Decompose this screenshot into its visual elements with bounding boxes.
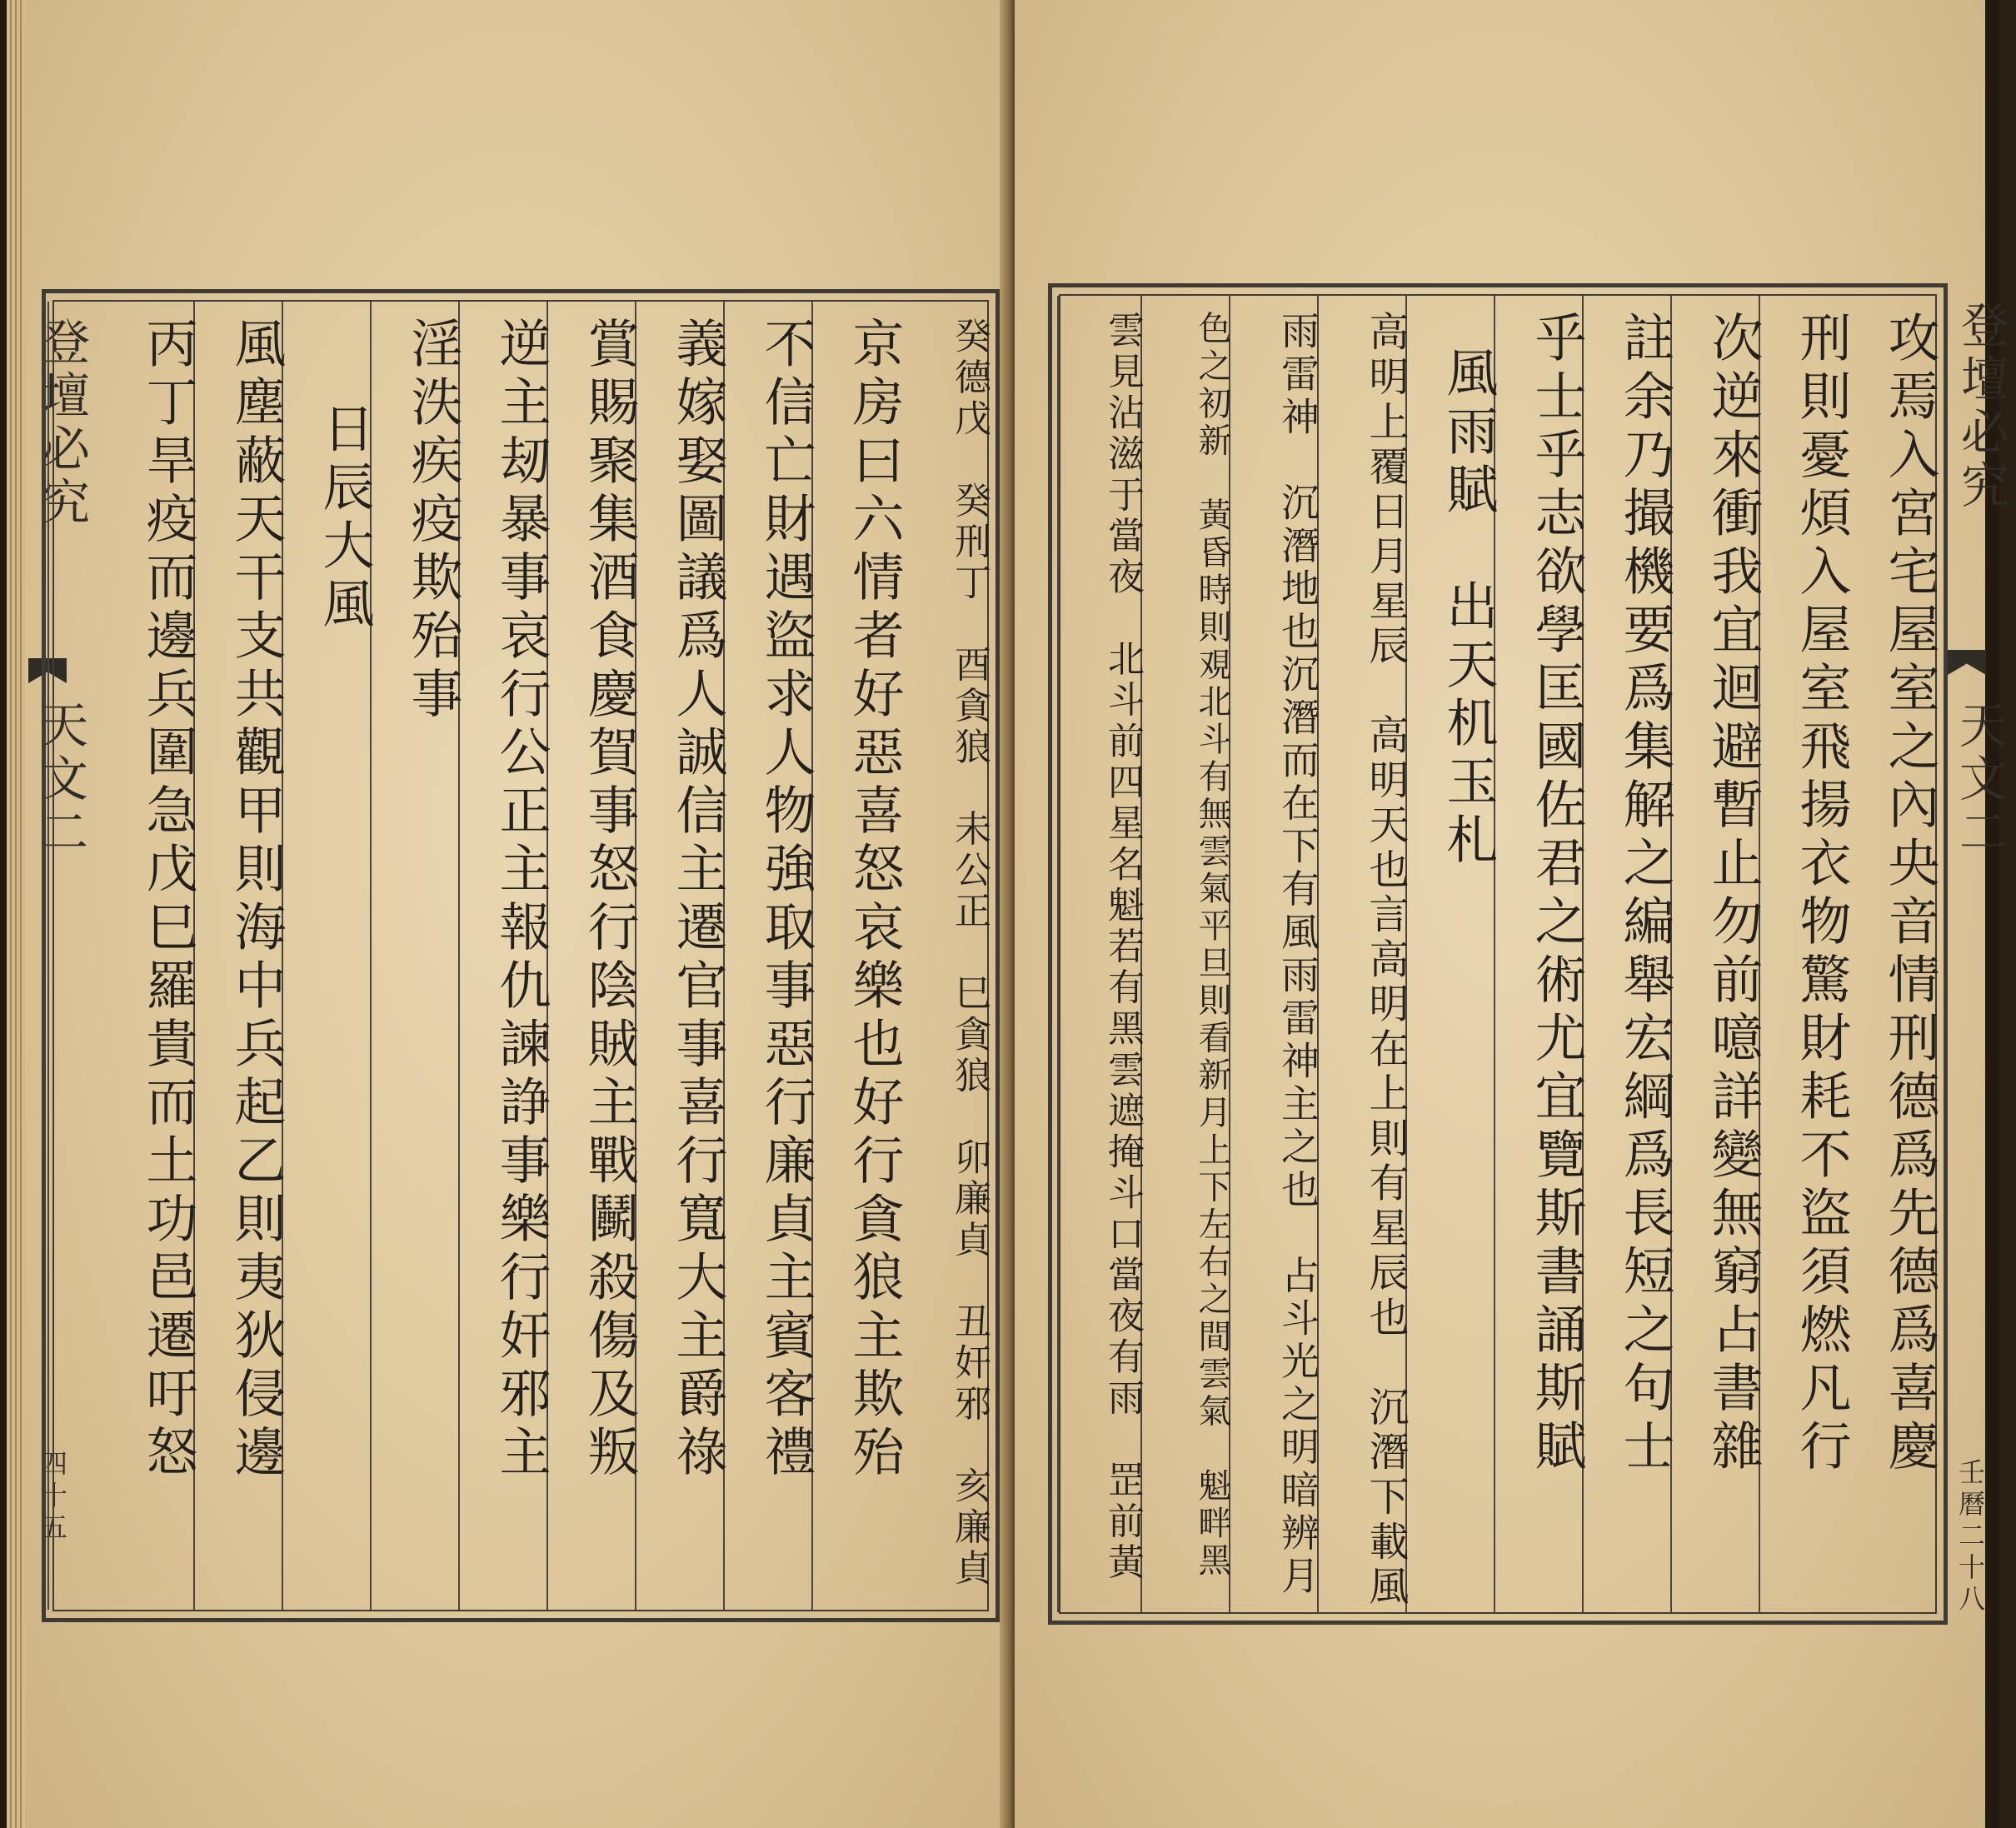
right-text-frame — [1048, 283, 1948, 1625]
text-column: 註余乃撮機要爲集解之編舉宏綱爲長短之句士 — [1582, 296, 1670, 1612]
text-column: 京房曰六情者好惡喜怒哀樂也好行貪狼主欺殆 — [811, 302, 900, 1610]
text-column: 癸德戊 癸刑丁 酉貪狼 未公正 巳貪狼 卯廉貞 丑奸邪 亥廉貞 — [948, 317, 991, 1590]
right-inner-border — [1059, 294, 1940, 1614]
text-column: 逆主刼暴事哀行公正主報仇諫諍事樂行奸邪主 — [458, 302, 546, 1610]
text-column: 雨雷神 沉潛地也沉潛而在下有風雨雷神主之也 占斗光之明暗辨月 — [1229, 296, 1317, 1612]
section-heading: 日辰大風 — [282, 302, 370, 1610]
left-text-frame — [42, 289, 1000, 1622]
left-margin-page-number: 四十五 — [37, 1450, 68, 1545]
text-column: 次逆來衝我宜迴避暫止勿前噫詳變無窮占書雜 — [1670, 296, 1759, 1612]
text-column: 雲見沾滋于當夜 北斗前四星名魁若有黑雲遮掩斗口當夜有雨 罡前黃 — [1057, 296, 1140, 1612]
left-page — [25, 0, 1008, 1828]
left-margin-title: 登壇必究 — [33, 317, 90, 530]
section-heading: 風雨賦 出天机玉札 — [1405, 296, 1494, 1612]
text-column: 風塵蔽天干支共觀甲則海中兵起乙則夷狄侵邊 — [193, 302, 282, 1610]
text-column: 攻焉入宮宅屋室之內央音情刑德爲先德爲喜慶 — [1879, 311, 1940, 1477]
text-column: 不信亡財遇盜求人物強取事惡行廉貞主賓客禮 — [723, 302, 811, 1610]
text-column: 刑則憂煩入屋室飛揚衣物驚財耗不盜須燃凡行 — [1759, 296, 1847, 1612]
text-column: 丙丁旱疫而邊兵圍急戊巳羅貴而土功邑遷吁怒 — [47, 302, 193, 1610]
left-inner-border — [52, 300, 989, 1611]
text-column: 乎士乎志欲學匡國佐君之術尤宜覽斯書誦斯賦 — [1494, 296, 1582, 1612]
right-margin-section: 天文二 — [1951, 700, 2008, 860]
text-column: 色之初新 黃昏時則覌北斗有無雲氣平旦則看新月上下左右之間雲氣 魁畔黑 — [1140, 296, 1229, 1612]
left-margin-section: 天文二 — [32, 700, 88, 860]
right-margin-page-number: 壬曆二十八 — [1954, 1458, 1986, 1616]
right-page — [1015, 0, 2009, 1828]
text-column: 高明上覆日月星辰 高明天也言高明在上則有星辰也 沉潛下載風 — [1317, 296, 1405, 1612]
fishtail-ornament-icon — [1948, 650, 1986, 675]
text-column: 賞賜聚集酒食慶賀事怒行陰賊主戰鬭殺傷及叛 — [546, 302, 635, 1610]
text-column: 義嫁娶圖議爲人誠信主遷官事喜行寬大主爵祿 — [635, 302, 723, 1610]
right-margin-title: 登壇必究 — [1953, 300, 2009, 513]
text-column: 淫泆疾疫欺殆事 — [370, 302, 458, 1610]
